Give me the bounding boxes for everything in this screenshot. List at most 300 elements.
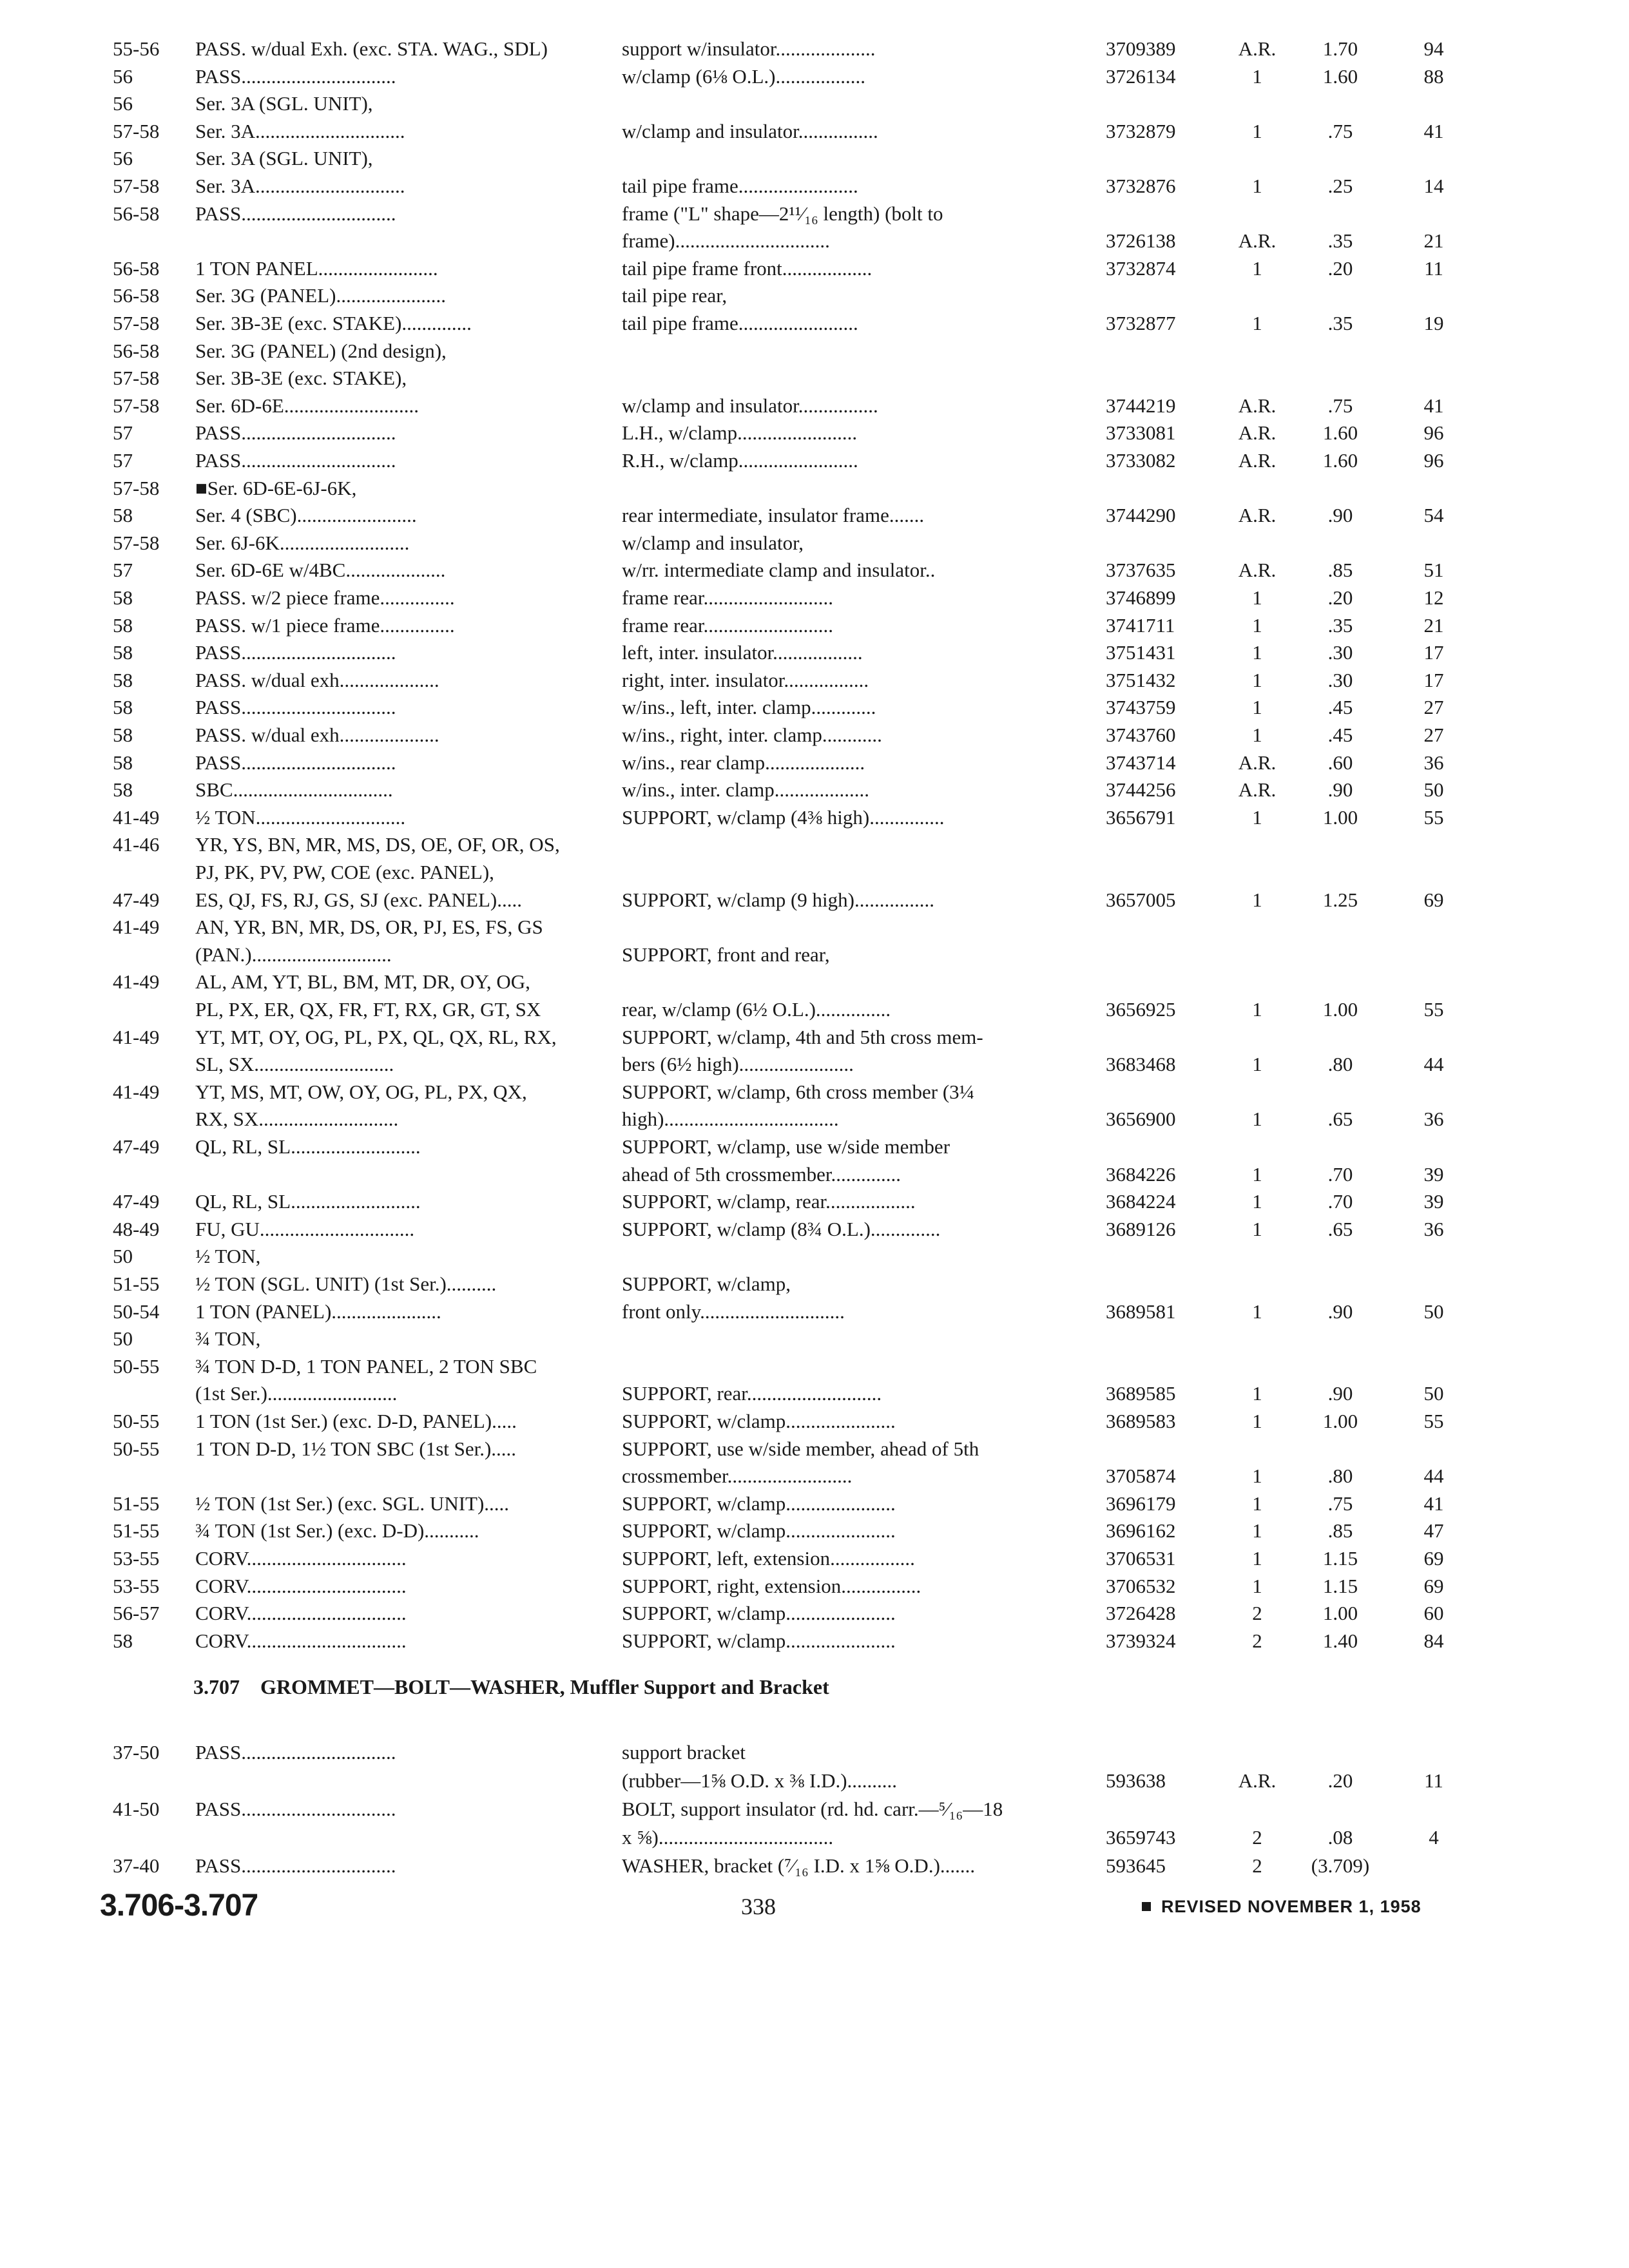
row-years: 41-49 (113, 1025, 160, 1048)
row-years: 50-55 (113, 1410, 160, 1432)
row-part: SUPPORT, w/clamp, (622, 1273, 791, 1295)
row-model: SBC................................ (195, 778, 393, 802)
row-price: 1.25 (1322, 888, 1358, 911)
row-part: SUPPORT, w/clamp (9 high)................ (622, 888, 934, 911)
row-quantity: 2 (1252, 1629, 1262, 1652)
row-part: SUPPORT, w/clamp...................... (622, 1602, 896, 1625)
row-years: 56-58 (113, 284, 160, 307)
row-part: w/clamp and insulator................ (622, 119, 878, 142)
row-price: .60 (1327, 751, 1353, 774)
row-quantity: 1 (1252, 1465, 1262, 1488)
row-quantity: A.R. (1238, 449, 1277, 472)
row-years: 41-50 (113, 1798, 160, 1820)
row-part: SUPPORT, use w/side member, ahead of 5th (622, 1437, 979, 1460)
row-model: PASS............................... (195, 1798, 396, 1820)
row-quantity: 1 (1252, 1190, 1262, 1213)
row-quantity: 1 (1252, 1217, 1262, 1240)
row-price: .75 (1327, 119, 1353, 142)
row-part-number: 3743760 (1106, 724, 1176, 746)
row-years: 57 (113, 559, 133, 582)
row-page: 88 (1423, 64, 1444, 88)
row-quantity: 1 (1252, 1382, 1262, 1405)
row-part-number: 3746899 (1106, 586, 1176, 609)
row-part: SUPPORT, w/clamp...................... (622, 1410, 896, 1432)
row-part-number: 3689585 (1106, 1382, 1176, 1405)
row-part-number: 3659743 (1106, 1826, 1176, 1849)
row-price: .35 (1327, 613, 1353, 637)
row-quantity: 1 (1252, 1053, 1262, 1076)
row-model: AL, AM, YT, BL, BM, MT, DR, OY, OG, (195, 970, 530, 994)
row-years: 58 (113, 504, 133, 527)
row-model: ¾ TON (1st Ser.) (exc. D-D)........... (195, 1519, 479, 1542)
row-price: (3.709) (1311, 1854, 1370, 1877)
row-price: .90 (1327, 778, 1353, 802)
row-part: front only............................. (622, 1300, 845, 1323)
row-years: 58 (113, 1629, 133, 1652)
row-page: 55 (1423, 1410, 1444, 1432)
row-quantity: A.R. (1238, 559, 1277, 582)
row-part-number: 3709389 (1106, 37, 1176, 60)
row-page: 44 (1423, 1053, 1444, 1076)
row-part-number: 3744290 (1106, 504, 1176, 527)
row-years: 37-50 (113, 1741, 160, 1763)
row-quantity: 1 (1252, 641, 1262, 664)
row-price: 1.15 (1322, 1574, 1358, 1597)
row-part-number: 3741711 (1106, 613, 1175, 637)
row-quantity: 1 (1252, 724, 1262, 746)
row-page: 12 (1423, 586, 1444, 609)
row-part-number: 3732876 (1106, 175, 1176, 197)
row-part-number: 3706532 (1106, 1574, 1176, 1597)
row-part: right, inter. insulator................. (622, 668, 869, 691)
row-years: 58 (113, 586, 133, 609)
row-quantity: 2 (1252, 1854, 1262, 1877)
row-part-number: 3751431 (1106, 641, 1176, 664)
row-price: 1.40 (1322, 1629, 1358, 1652)
row-price: .30 (1327, 641, 1353, 664)
row-model: QL, RL, SL.......................... (195, 1135, 421, 1158)
row-years: 58 (113, 696, 133, 719)
row-part-number: 3706531 (1106, 1547, 1176, 1570)
row-part-number: 3739324 (1106, 1629, 1176, 1652)
row-model: Ser. 3A.............................. (195, 175, 405, 197)
row-quantity: 1 (1252, 1547, 1262, 1570)
row-model: ½ TON (SGL. UNIT) (1st Ser.).......... (195, 1273, 497, 1295)
row-part: SUPPORT, w/clamp...................... (622, 1629, 896, 1652)
row-model: Ser. 6D-6E........................... (195, 394, 419, 417)
row-quantity: A.R. (1238, 394, 1277, 417)
row-years: 50-54 (113, 1300, 160, 1323)
row-price: .65 (1327, 1108, 1353, 1131)
row-years: 41-46 (113, 833, 160, 856)
row-part: w/ins., left, inter. clamp............. (622, 696, 876, 719)
row-years: 57-58 (113, 394, 160, 417)
row-years: 56-58 (113, 339, 160, 362)
row-model: 1 TON (1st Ser.) (exc. D-D, PANEL)..... (195, 1410, 517, 1432)
row-quantity: 1 (1252, 888, 1262, 911)
row-part: SUPPORT, w/clamp...................... (622, 1492, 896, 1515)
row-page: 69 (1423, 1547, 1444, 1570)
row-years: 56 (113, 64, 133, 88)
row-page: 17 (1423, 641, 1444, 664)
row-page: 14 (1423, 175, 1444, 197)
row-quantity: 1 (1252, 586, 1262, 609)
row-part-number: 3732877 (1106, 312, 1176, 334)
row-years: 56-57 (113, 1602, 160, 1625)
footer-section-range: 3.706-3.707 (100, 1888, 258, 1923)
row-part-number: 3689126 (1106, 1217, 1176, 1240)
row-years: 58 (113, 724, 133, 746)
row-page: 27 (1423, 724, 1444, 746)
row-price: 1.00 (1322, 805, 1358, 829)
row-page: 44 (1423, 1465, 1444, 1488)
row-part-number: 3744219 (1106, 394, 1176, 417)
row-model: Ser. 3A.............................. (195, 119, 405, 142)
row-part-number: 3696179 (1106, 1492, 1176, 1515)
section-title: GROMMET—BOLT—WASHER, Muffler Support and Bracket (260, 1675, 829, 1698)
row-quantity: 1 (1252, 1492, 1262, 1515)
row-years: 51-55 (113, 1273, 160, 1295)
row-page: 51 (1423, 559, 1444, 582)
row-page: 94 (1423, 37, 1444, 60)
row-part: SUPPORT, w/clamp, 6th cross member (3¼ (622, 1080, 974, 1103)
row-page: 54 (1423, 504, 1444, 527)
row-part-number: 3684226 (1106, 1162, 1176, 1186)
row-model: Ser. 6J-6K.......................... (195, 531, 410, 554)
row-part: SUPPORT, w/clamp...................... (622, 1519, 896, 1542)
row-quantity: A.R. (1238, 421, 1277, 445)
row-model: Ser. 3A (SGL. UNIT), (195, 147, 373, 170)
row-years: 58 (113, 778, 133, 802)
row-price: .30 (1327, 668, 1353, 691)
row-part: SUPPORT, w/clamp, 4th and 5th cross mem- (622, 1025, 983, 1048)
row-part-number: 3656925 (1106, 998, 1176, 1021)
row-model: SL, SX............................ (195, 1053, 394, 1076)
row-price: 1.00 (1322, 1602, 1358, 1625)
row-page: 27 (1423, 696, 1444, 719)
row-price: .08 (1327, 1826, 1353, 1849)
row-part-number: 3737635 (1106, 559, 1176, 582)
row-price: .35 (1327, 229, 1353, 253)
row-part: (rubber—1⅝ O.D. x ⅜ I.D.).......... (622, 1769, 898, 1792)
row-price: 1.00 (1322, 998, 1358, 1021)
row-model: PJ, PK, PV, PW, COE (exc. PANEL), (195, 861, 494, 883)
row-years: 58 (113, 751, 133, 774)
row-price: .75 (1327, 394, 1353, 417)
row-price: 1.15 (1322, 1547, 1358, 1570)
row-model: ¾ TON, (195, 1327, 261, 1350)
row-model: Ser. 3G (PANEL) (2nd design), (195, 339, 447, 362)
row-years: 50 (113, 1327, 133, 1350)
row-model: ES, QJ, FS, RJ, GS, SJ (exc. PANEL)..... (195, 888, 522, 911)
row-part: frame rear.......................... (622, 586, 833, 609)
row-model: PASS............................... (195, 421, 396, 445)
row-page: 36 (1423, 751, 1444, 774)
row-page: 41 (1423, 394, 1444, 417)
row-part: R.H., w/clamp........................ (622, 449, 858, 472)
row-quantity: 1 (1252, 1410, 1262, 1432)
row-model: ¾ TON D-D, 1 TON PANEL, 2 TON SBC (195, 1354, 537, 1378)
row-price: .20 (1327, 1769, 1353, 1792)
row-part: support w/insulator.................... (622, 37, 876, 60)
row-page: 50 (1423, 1300, 1444, 1323)
row-model: ■Ser. 6D-6E-6J-6K, (195, 476, 357, 499)
row-quantity: 1 (1252, 256, 1262, 280)
row-model: PASS. w/1 piece frame............... (195, 613, 455, 637)
row-years: 58 (113, 668, 133, 691)
row-page: 96 (1423, 449, 1444, 472)
row-page: 69 (1423, 1574, 1444, 1597)
row-part: rear, w/clamp (6½ O.L.)............... (622, 998, 891, 1021)
row-part: w/rr. intermediate clamp and insulator.. (622, 559, 936, 582)
row-page: 19 (1423, 312, 1444, 334)
row-part-number: 3696162 (1106, 1519, 1176, 1542)
row-price: .70 (1327, 1190, 1353, 1213)
row-part-number: 593638 (1106, 1769, 1166, 1792)
row-years: 41-49 (113, 805, 160, 829)
row-price: .85 (1327, 559, 1353, 582)
row-part: L.H., w/clamp........................ (622, 421, 858, 445)
row-price: .35 (1327, 312, 1353, 334)
row-part-number: 593645 (1106, 1854, 1166, 1877)
row-quantity: 2 (1252, 1826, 1262, 1849)
row-part: w/ins., inter. clamp................... (622, 778, 870, 802)
row-part: w/clamp and insulator, (622, 531, 804, 554)
row-part: SUPPORT, w/clamp, use w/side member (622, 1135, 950, 1158)
row-part: bers (6½ high)....................... (622, 1053, 854, 1076)
row-part: rear intermediate, insulator frame....... (622, 504, 925, 527)
row-model: PASS............................... (195, 751, 396, 774)
section-heading (193, 1675, 1224, 1699)
row-part: left, inter. insulator.................. (622, 641, 863, 664)
row-model: 1 TON PANEL........................ (195, 256, 438, 280)
row-model: QL, RL, SL.......................... (195, 1190, 421, 1213)
row-part: tail pipe frame........................ (622, 312, 858, 334)
row-years: 55-56 (113, 37, 160, 60)
row-part-number: 3732879 (1106, 119, 1176, 142)
row-price: .45 (1327, 696, 1353, 719)
row-part-number: 3726138 (1106, 229, 1176, 253)
row-quantity: 1 (1252, 312, 1262, 334)
row-part: SUPPORT, w/clamp, rear.................. (622, 1190, 916, 1213)
row-quantity: A.R. (1238, 778, 1277, 802)
row-quantity: 1 (1252, 998, 1262, 1021)
row-model: PASS............................... (195, 641, 396, 664)
row-years: 41-49 (113, 970, 160, 994)
row-years: 57-58 (113, 119, 160, 142)
row-part-number: 3733081 (1106, 421, 1176, 445)
row-years: 47-49 (113, 888, 160, 911)
row-quantity: A.R. (1238, 37, 1277, 60)
row-model: Ser. 3B-3E (exc. STAKE), (195, 367, 407, 390)
row-part: frame rear.......................... (622, 613, 833, 637)
row-years: 37-40 (113, 1854, 160, 1877)
row-price: .90 (1327, 1300, 1353, 1323)
row-part: tail pipe frame front.................. (622, 256, 872, 280)
row-quantity: 1 (1252, 1574, 1262, 1597)
row-quantity: A.R. (1238, 1769, 1277, 1792)
row-model: Ser. 3G (PANEL)...................... (195, 284, 446, 307)
row-page: 69 (1423, 888, 1444, 911)
row-part: w/clamp (6⅛ O.L.).................. (622, 64, 865, 88)
row-page: 39 (1423, 1190, 1444, 1213)
row-model: AN, YR, BN, MR, DS, OR, PJ, ES, FS, GS (195, 916, 543, 939)
row-part-number: 3733082 (1106, 449, 1176, 472)
row-price: .80 (1327, 1465, 1353, 1488)
row-quantity: A.R. (1238, 229, 1277, 253)
row-years: 57 (113, 449, 133, 472)
row-price: 1.60 (1322, 421, 1358, 445)
row-price: .90 (1327, 1382, 1353, 1405)
row-quantity: 1 (1252, 696, 1262, 719)
row-part-number: 3726134 (1106, 64, 1176, 88)
row-years: 50-55 (113, 1437, 160, 1460)
row-part: w/clamp and insulator................ (622, 394, 878, 417)
row-price: .20 (1327, 256, 1353, 280)
row-part: SUPPORT, left, extension................. (622, 1547, 915, 1570)
row-model: CORV................................ (195, 1574, 407, 1597)
row-page: 36 (1423, 1108, 1444, 1131)
row-quantity: A.R. (1238, 504, 1277, 527)
section-code: 3.707 (193, 1675, 240, 1698)
row-page: 41 (1423, 1492, 1444, 1515)
row-page: 96 (1423, 421, 1444, 445)
row-price: .90 (1327, 504, 1353, 527)
row-part-number: 3684224 (1106, 1190, 1176, 1213)
row-model: PASS. w/2 piece frame............... (195, 586, 455, 609)
row-quantity: 1 (1252, 175, 1262, 197)
row-model: Ser. 4 (SBC)........................ (195, 504, 417, 527)
row-part: SUPPORT, right, extension................ (622, 1574, 921, 1597)
row-quantity: A.R. (1238, 751, 1277, 774)
row-model: ½ TON, (195, 1245, 261, 1268)
row-model: YR, YS, BN, MR, MS, DS, OE, OF, OR, OS, (195, 833, 560, 856)
row-model: (PAN.)............................ (195, 943, 392, 966)
row-model: PASS............................... (195, 202, 396, 225)
row-price: 1.00 (1322, 1410, 1358, 1432)
row-model: PASS............................... (195, 1741, 396, 1763)
row-price: 1.60 (1322, 64, 1358, 88)
row-part-number: 3744256 (1106, 778, 1176, 802)
revision-marker-icon (1142, 1902, 1151, 1911)
row-part-number: 3751432 (1106, 668, 1176, 691)
row-model: PASS............................... (195, 64, 396, 88)
row-part: x ⅝)................................... (622, 1826, 834, 1849)
row-page: 55 (1423, 998, 1444, 1021)
row-years: 56 (113, 92, 133, 115)
row-part: SUPPORT, w/clamp (8¾ O.L.).............. (622, 1217, 941, 1240)
row-years: 57 (113, 421, 133, 445)
row-page: 4 (1429, 1826, 1439, 1849)
row-years: 53-55 (113, 1547, 160, 1570)
row-years: 50-55 (113, 1354, 160, 1378)
row-price: 1.60 (1322, 449, 1358, 472)
row-page: 39 (1423, 1162, 1444, 1186)
row-part: high)................................... (622, 1108, 839, 1131)
row-price: .80 (1327, 1053, 1353, 1076)
row-years: 51-55 (113, 1492, 160, 1515)
row-years: 50 (113, 1245, 133, 1268)
row-years: 57-58 (113, 531, 160, 554)
row-price: .20 (1327, 586, 1353, 609)
row-part-number: 3689581 (1106, 1300, 1176, 1323)
row-part-number: 3705874 (1106, 1465, 1176, 1488)
row-quantity: 1 (1252, 119, 1262, 142)
row-model: RX, SX............................ (195, 1108, 399, 1131)
row-price: .45 (1327, 724, 1353, 746)
footer-page-number: 338 (741, 1894, 776, 1919)
row-model: PASS............................... (195, 449, 396, 472)
row-model: CORV................................ (195, 1602, 407, 1625)
row-price: .85 (1327, 1519, 1353, 1542)
row-years: 57-58 (113, 367, 160, 390)
row-years: 47-49 (113, 1135, 160, 1158)
row-page: 50 (1423, 1382, 1444, 1405)
row-page: 47 (1423, 1519, 1444, 1542)
row-years: 57-58 (113, 476, 160, 499)
row-years: 51-55 (113, 1519, 160, 1542)
row-part: frame ("L" shape—2¹¹⁄₁₆ length) (bolt to (622, 202, 943, 225)
row-part-number: 3656791 (1106, 805, 1176, 829)
revision-text: REVISED NOVEMBER 1, 1958 (1161, 1897, 1422, 1916)
row-price: .70 (1327, 1162, 1353, 1186)
row-page: 84 (1423, 1629, 1444, 1652)
row-quantity: 1 (1252, 668, 1262, 691)
row-quantity: 1 (1252, 64, 1262, 88)
row-page: 36 (1423, 1217, 1444, 1240)
row-model: PL, PX, ER, QX, FR, FT, RX, GR, GT, SX (195, 998, 541, 1021)
row-model: ½ TON (1st Ser.) (exc. SGL. UNIT)..... (195, 1492, 510, 1515)
row-model: Ser. 3A (SGL. UNIT), (195, 92, 373, 115)
row-years: 56-58 (113, 256, 160, 280)
row-years: 53-55 (113, 1574, 160, 1597)
row-quantity: 1 (1252, 613, 1262, 637)
row-model: PASS. w/dual exh.................... (195, 724, 439, 746)
row-model: Ser. 3B-3E (exc. STAKE).............. (195, 312, 472, 334)
row-part-number: 3743759 (1106, 696, 1176, 719)
row-price: .65 (1327, 1217, 1353, 1240)
footer-revision (1142, 1897, 1422, 1917)
row-page: 21 (1423, 229, 1444, 253)
row-quantity: 2 (1252, 1602, 1262, 1625)
row-years: 41-49 (113, 916, 160, 939)
row-part: w/ins., rear clamp.................... (622, 751, 865, 774)
row-part: tail pipe rear, (622, 284, 728, 307)
row-model: PASS. w/dual Exh. (exc. STA. WAG., SDL) (195, 37, 548, 60)
row-quantity: 1 (1252, 1300, 1262, 1323)
row-part: WASHER, bracket (⁷⁄₁₆ I.D. x 1⅝ O.D.)....... (622, 1854, 976, 1877)
row-years: 57-58 (113, 312, 160, 334)
row-model: PASS............................... (195, 696, 396, 719)
row-model: 1 TON D-D, 1½ TON SBC (1st Ser.)..... (195, 1437, 517, 1460)
row-years: 58 (113, 613, 133, 637)
row-part-number: 3726428 (1106, 1602, 1176, 1625)
row-years: 57-58 (113, 175, 160, 197)
row-part: SUPPORT, w/clamp (4⅜ high)............... (622, 805, 945, 829)
row-model: ½ TON.............................. (195, 805, 406, 829)
row-part: SUPPORT, rear........................... (622, 1382, 882, 1405)
row-model: YT, MS, MT, OW, OY, OG, PL, PX, QX, (195, 1080, 527, 1103)
row-part: frame)............................... (622, 229, 830, 253)
row-quantity: 1 (1252, 805, 1262, 829)
row-model: PASS............................... (195, 1854, 396, 1877)
row-part-number: 3683468 (1106, 1053, 1176, 1076)
row-years: 58 (113, 641, 133, 664)
row-part-number: 3657005 (1106, 888, 1176, 911)
row-years: 47-49 (113, 1190, 160, 1213)
row-part: crossmember......................... (622, 1465, 853, 1488)
row-model: Ser. 6D-6E w/4BC.................... (195, 559, 446, 582)
